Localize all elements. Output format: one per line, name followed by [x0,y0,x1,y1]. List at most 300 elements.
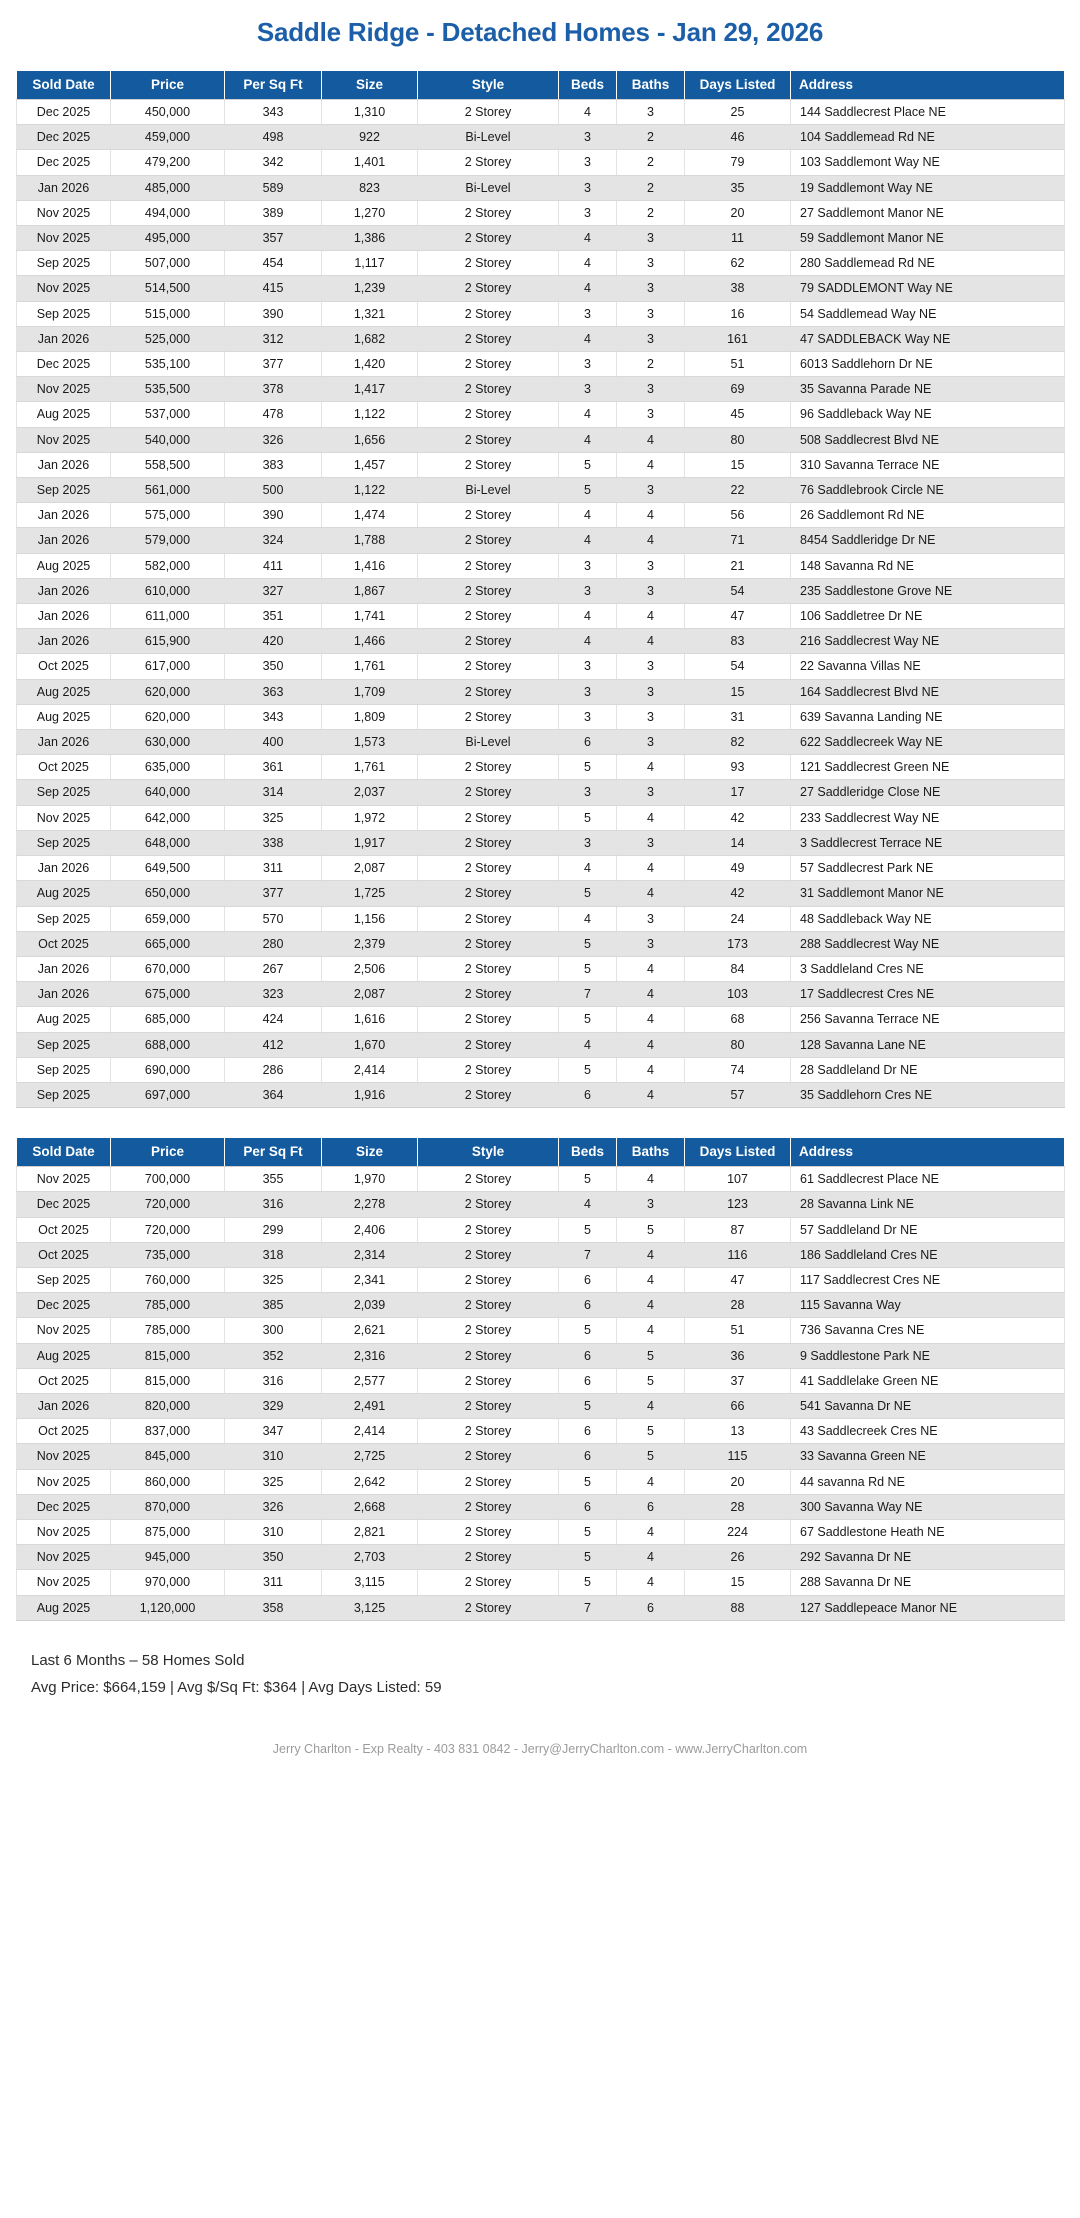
cell-days-listed: 21 [685,553,791,578]
cell-address: 17 Saddlecrest Cres NE [791,982,1065,1007]
cell-price: 690,000 [111,1057,225,1082]
cell-price: 537,000 [111,402,225,427]
cell-days-listed: 49 [685,856,791,881]
table-row [17,1318,1065,1343]
cell-beds: 3 [559,200,617,225]
cell-days-listed: 37 [685,1368,791,1393]
cell-address: 8454 Saddleridge Dr NE [791,528,1065,553]
cell-size: 1,457 [322,452,418,477]
cell-days-listed: 87 [685,1217,791,1242]
cell-style: 2 Storey [418,503,559,528]
cell-baths: 4 [617,629,685,654]
cell-address: 19 Saddlemont Way NE [791,175,1065,200]
cell-per-sq-ft: 325 [225,805,322,830]
cell-beds: 4 [559,1192,617,1217]
cell-baths: 5 [617,1368,685,1393]
cell-per-sq-ft: 589 [225,175,322,200]
cell-baths: 2 [617,150,685,175]
table-row [17,1393,1065,1418]
column-header-style[interactable]: Style [418,1138,559,1167]
cell-size: 3,125 [322,1595,418,1620]
cell-beds: 4 [559,1032,617,1057]
cell-sold-date: Aug 2025 [17,679,111,704]
cell-per-sq-ft: 389 [225,200,322,225]
cell-style: 2 Storey [418,856,559,881]
column-header-address[interactable]: Address [791,71,1065,100]
cell-baths: 3 [617,251,685,276]
cell-price: 615,900 [111,629,225,654]
cell-per-sq-ft: 358 [225,1595,322,1620]
cell-sold-date: Oct 2025 [17,1217,111,1242]
cell-price: 760,000 [111,1267,225,1292]
cell-beds: 6 [559,1267,617,1292]
cell-beds: 6 [559,1494,617,1519]
cell-price: 945,000 [111,1545,225,1570]
cell-sold-date: Jan 2026 [17,604,111,629]
cell-size: 2,725 [322,1444,418,1469]
cell-address: 6013 Saddlehorn Dr NE [791,352,1065,377]
cell-size: 1,466 [322,629,418,654]
cell-price: 870,000 [111,1494,225,1519]
cell-per-sq-ft: 350 [225,654,322,679]
cell-style: 2 Storey [418,402,559,427]
cell-size: 2,414 [322,1057,418,1082]
cell-style: Bi-Level [418,730,559,755]
cell-beds: 4 [559,604,617,629]
cell-size: 1,670 [322,1032,418,1057]
cell-per-sq-ft: 311 [225,1570,322,1595]
column-header-size[interactable]: Size [322,1138,418,1167]
cell-sold-date: Dec 2025 [17,1293,111,1318]
cell-address: 235 Saddlestone Grove NE [791,578,1065,603]
table-1-body [17,100,1065,1108]
cell-address: 67 Saddlestone Heath NE [791,1519,1065,1544]
cell-style: 2 Storey [418,1192,559,1217]
cell-price: 815,000 [111,1368,225,1393]
cell-per-sq-ft: 327 [225,578,322,603]
cell-address: 292 Savanna Dr NE [791,1545,1065,1570]
cell-size: 2,577 [322,1368,418,1393]
cell-style: 2 Storey [418,982,559,1007]
cell-address: 3 Saddlecrest Terrace NE [791,830,1065,855]
cell-sold-date: Jan 2026 [17,578,111,603]
cell-per-sq-ft: 412 [225,1032,322,1057]
cell-baths: 4 [617,1570,685,1595]
cell-size: 2,316 [322,1343,418,1368]
cell-days-listed: 88 [685,1595,791,1620]
cell-per-sq-ft: 310 [225,1519,322,1544]
cell-address: 27 Saddlemont Manor NE [791,200,1065,225]
cell-size: 922 [322,125,418,150]
cell-sold-date: Aug 2025 [17,1007,111,1032]
cell-address: 47 SADDLEBACK Way NE [791,326,1065,351]
cell-per-sq-ft: 325 [225,1469,322,1494]
cell-days-listed: 17 [685,780,791,805]
cell-style: 2 Storey [418,1393,559,1418]
table-row [17,553,1065,578]
cell-baths: 5 [617,1444,685,1469]
cell-sold-date: Dec 2025 [17,125,111,150]
table-row [17,578,1065,603]
cell-baths: 3 [617,553,685,578]
cell-price: 697,000 [111,1082,225,1107]
column-header-baths[interactable]: Baths [617,1138,685,1167]
cell-sold-date: Nov 2025 [17,1444,111,1469]
cell-baths: 4 [617,427,685,452]
cell-address: 3 Saddleland Cres NE [791,956,1065,981]
cell-address: 54 Saddlemead Way NE [791,301,1065,326]
cell-style: 2 Storey [418,452,559,477]
cell-size: 2,379 [322,931,418,956]
cell-size: 2,703 [322,1545,418,1570]
cell-price: 579,000 [111,528,225,553]
cell-sold-date: Nov 2025 [17,226,111,251]
table-row [17,830,1065,855]
table-row [17,931,1065,956]
cell-size: 1,709 [322,679,418,704]
cell-sold-date: Dec 2025 [17,1494,111,1519]
summary-averages: Avg Price: $664,159 | Avg $/Sq Ft: $364 | Avg Days Listed: 59 [31,1678,442,1696]
cell-address: 35 Saddlehorn Cres NE [791,1082,1065,1107]
cell-style: Bi-Level [418,175,559,200]
cell-days-listed: 80 [685,1032,791,1057]
cell-baths: 4 [617,604,685,629]
cell-baths: 4 [617,856,685,881]
cell-days-listed: 224 [685,1519,791,1544]
cell-sold-date: Sep 2025 [17,1267,111,1292]
cell-days-listed: 20 [685,1469,791,1494]
cell-beds: 3 [559,578,617,603]
cell-size: 1,310 [322,100,418,125]
table-row [17,503,1065,528]
cell-beds: 7 [559,1595,617,1620]
cell-per-sq-ft: 355 [225,1167,322,1192]
table-row [17,100,1065,125]
table-row [17,1444,1065,1469]
cell-baths: 5 [617,1217,685,1242]
cell-sold-date: Jan 2026 [17,175,111,200]
cell-sold-date: Oct 2025 [17,1419,111,1444]
cell-size: 2,037 [322,780,418,805]
cell-sold-date: Aug 2025 [17,881,111,906]
column-header-per-sq-ft[interactable]: Per Sq Ft [225,1138,322,1167]
cell-baths: 3 [617,1192,685,1217]
cell-beds: 6 [559,1082,617,1107]
cell-price: 642,000 [111,805,225,830]
table-row [17,1545,1065,1570]
table-row [17,1595,1065,1620]
cell-per-sq-ft: 342 [225,150,322,175]
cell-size: 1,972 [322,805,418,830]
cell-per-sq-ft: 377 [225,352,322,377]
cell-size: 1,725 [322,881,418,906]
cell-baths: 4 [617,1267,685,1292]
cell-style: 2 Storey [418,1570,559,1595]
cell-per-sq-ft: 424 [225,1007,322,1032]
cell-days-listed: 51 [685,1318,791,1343]
cell-days-listed: 83 [685,629,791,654]
page-title: Saddle Ridge - Detached Homes - Jan 29, 2026 [256,17,824,47]
cell-style: 2 Storey [418,1469,559,1494]
cell-style: 2 Storey [418,881,559,906]
table-row [17,956,1065,981]
cell-days-listed: 47 [685,1267,791,1292]
column-header-sold-date[interactable]: Sold Date [17,1138,111,1167]
cell-per-sq-ft: 323 [225,982,322,1007]
column-header-size[interactable]: Size [322,71,418,100]
cell-price: 659,000 [111,906,225,931]
cell-style: 2 Storey [418,553,559,578]
cell-beds: 3 [559,175,617,200]
column-header-per-sq-ft[interactable]: Per Sq Ft [225,71,322,100]
cell-address: 256 Savanna Terrace NE [791,1007,1065,1032]
cell-address: 541 Savanna Dr NE [791,1393,1065,1418]
cell-days-listed: 84 [685,956,791,981]
column-header-price[interactable]: Price [111,71,225,100]
table-row [17,679,1065,704]
table-row [17,427,1065,452]
cell-days-listed: 15 [685,452,791,477]
cell-baths: 3 [617,478,685,503]
cell-per-sq-ft: 310 [225,1444,322,1469]
cell-beds: 3 [559,352,617,377]
cell-baths: 3 [617,326,685,351]
cell-baths: 5 [617,1419,685,1444]
table-row [17,629,1065,654]
cell-baths: 6 [617,1595,685,1620]
cell-per-sq-ft: 383 [225,452,322,477]
cell-beds: 6 [559,1293,617,1318]
cell-baths: 3 [617,276,685,301]
cell-beds: 3 [559,301,617,326]
cell-baths: 4 [617,452,685,477]
cell-style: 2 Storey [418,528,559,553]
column-header-days-listed[interactable]: Days Listed [685,1138,791,1167]
sold-homes-table-1-wrapper [16,70,1064,1108]
cell-size: 2,341 [322,1267,418,1292]
cell-price: 535,500 [111,377,225,402]
cell-sold-date: Sep 2025 [17,780,111,805]
cell-price: 525,000 [111,326,225,351]
cell-baths: 2 [617,352,685,377]
cell-baths: 5 [617,1343,685,1368]
cell-beds: 5 [559,1570,617,1595]
cell-style: 2 Storey [418,1267,559,1292]
cell-sold-date: Sep 2025 [17,251,111,276]
column-header-beds[interactable]: Beds [559,71,617,100]
cell-size: 1,270 [322,200,418,225]
cell-days-listed: 82 [685,730,791,755]
cell-sold-date: Oct 2025 [17,654,111,679]
column-header-beds[interactable]: Beds [559,1138,617,1167]
cell-beds: 4 [559,276,617,301]
summary-block [16,1647,1064,1701]
cell-style: 2 Storey [418,1293,559,1318]
cell-style: 2 Storey [418,780,559,805]
cell-address: 280 Saddlemead Rd NE [791,251,1065,276]
cell-baths: 3 [617,704,685,729]
cell-sold-date: Nov 2025 [17,1570,111,1595]
cell-size: 1,386 [322,226,418,251]
cell-size: 1,122 [322,478,418,503]
column-header-price[interactable]: Price [111,1138,225,1167]
column-header-address[interactable]: Address [791,1138,1065,1167]
cell-address: 35 Savanna Parade NE [791,377,1065,402]
cell-sold-date: Dec 2025 [17,100,111,125]
cell-sold-date: Nov 2025 [17,1519,111,1544]
cell-beds: 5 [559,1318,617,1343]
cell-sold-date: Sep 2025 [17,301,111,326]
column-header-style[interactable]: Style [418,71,559,100]
cell-per-sq-ft: 411 [225,553,322,578]
cell-size: 2,491 [322,1393,418,1418]
cell-per-sq-ft: 378 [225,377,322,402]
cell-baths: 3 [617,226,685,251]
cell-address: 57 Saddleland Dr NE [791,1217,1065,1242]
cell-price: 617,000 [111,654,225,679]
cell-address: 43 Saddlecreek Cres NE [791,1419,1065,1444]
cell-size: 1,239 [322,276,418,301]
cell-days-listed: 46 [685,125,791,150]
cell-price: 670,000 [111,956,225,981]
cell-price: 485,000 [111,175,225,200]
cell-price: 845,000 [111,1444,225,1469]
cell-address: 508 Saddlecrest Blvd NE [791,427,1065,452]
cell-days-listed: 22 [685,478,791,503]
table-header-row [17,1138,1065,1167]
cell-style: 2 Storey [418,1419,559,1444]
cell-sold-date: Nov 2025 [17,200,111,225]
cell-price: 665,000 [111,931,225,956]
cell-style: 2 Storey [418,1545,559,1570]
cell-address: 288 Saddlecrest Way NE [791,931,1065,956]
cell-baths: 3 [617,377,685,402]
cell-days-listed: 14 [685,830,791,855]
table-row [17,402,1065,427]
table-row [17,780,1065,805]
cell-days-listed: 54 [685,578,791,603]
cell-sold-date: Nov 2025 [17,427,111,452]
cell-days-listed: 71 [685,528,791,553]
cell-style: 2 Storey [418,1444,559,1469]
cell-beds: 6 [559,730,617,755]
column-header-sold-date[interactable]: Sold Date [17,71,111,100]
summary-homes-sold: Last 6 Months – 58 Homes Sold [31,1651,245,1669]
cell-per-sq-ft: 351 [225,604,322,629]
table-row [17,1293,1065,1318]
cell-size: 1,416 [322,553,418,578]
cell-beds: 4 [559,528,617,553]
cell-baths: 4 [617,1007,685,1032]
cell-style: 2 Storey [418,326,559,351]
cell-days-listed: 123 [685,1192,791,1217]
cell-sold-date: Jan 2026 [17,982,111,1007]
cell-per-sq-ft: 338 [225,830,322,855]
cell-price: 640,000 [111,780,225,805]
cell-days-listed: 79 [685,150,791,175]
cell-address: 59 Saddlemont Manor NE [791,226,1065,251]
cell-beds: 5 [559,1217,617,1242]
cell-sold-date: Nov 2025 [17,276,111,301]
cell-per-sq-ft: 570 [225,906,322,931]
cell-days-listed: 16 [685,301,791,326]
cell-per-sq-ft: 324 [225,528,322,553]
cell-size: 1,682 [322,326,418,351]
cell-style: 2 Storey [418,1217,559,1242]
cell-style: Bi-Level [418,125,559,150]
cell-days-listed: 25 [685,100,791,125]
cell-style: 2 Storey [418,679,559,704]
cell-beds: 5 [559,478,617,503]
cell-days-listed: 47 [685,604,791,629]
cell-beds: 3 [559,654,617,679]
cell-style: 2 Storey [418,251,559,276]
table-row [17,1368,1065,1393]
cell-baths: 3 [617,578,685,603]
cell-per-sq-ft: 498 [225,125,322,150]
table-row [17,175,1065,200]
cell-sold-date: Nov 2025 [17,377,111,402]
cell-beds: 4 [559,226,617,251]
cell-beds: 7 [559,982,617,1007]
cell-sold-date: Dec 2025 [17,1192,111,1217]
cell-price: 649,500 [111,856,225,881]
table-row [17,1519,1065,1544]
cell-price: 558,500 [111,452,225,477]
cell-beds: 5 [559,452,617,477]
table-row [17,1419,1065,1444]
cell-sold-date: Jan 2026 [17,1393,111,1418]
cell-price: 875,000 [111,1519,225,1544]
cell-days-listed: 42 [685,881,791,906]
table-row [17,200,1065,225]
cell-per-sq-ft: 390 [225,503,322,528]
table-row [17,301,1065,326]
cell-sold-date: Sep 2025 [17,1032,111,1057]
cell-address: 164 Saddlecrest Blvd NE [791,679,1065,704]
cell-size: 1,156 [322,906,418,931]
cell-days-listed: 69 [685,377,791,402]
cell-address: 121 Saddlecrest Green NE [791,755,1065,780]
cell-style: 2 Storey [418,1595,559,1620]
cell-price: 611,000 [111,604,225,629]
cell-beds: 6 [559,1419,617,1444]
table-row [17,1167,1065,1192]
cell-per-sq-ft: 364 [225,1082,322,1107]
cell-size: 1,916 [322,1082,418,1107]
cell-size: 2,621 [322,1318,418,1343]
table-row [17,1032,1065,1057]
table-1-header [17,71,1065,100]
cell-sold-date: Aug 2025 [17,1595,111,1620]
column-header-baths[interactable]: Baths [617,71,685,100]
cell-sold-date: Nov 2025 [17,805,111,830]
cell-days-listed: 93 [685,755,791,780]
cell-address: 622 Saddlecreek Way NE [791,730,1065,755]
cell-baths: 4 [617,503,685,528]
cell-days-listed: 51 [685,352,791,377]
cell-per-sq-ft: 267 [225,956,322,981]
cell-style: 2 Storey [418,1368,559,1393]
table-row [17,755,1065,780]
cell-size: 1,401 [322,150,418,175]
cell-address: 144 Saddlecrest Place NE [791,100,1065,125]
cell-per-sq-ft: 325 [225,1267,322,1292]
cell-beds: 4 [559,906,617,931]
cell-address: 61 Saddlecrest Place NE [791,1167,1065,1192]
column-header-days-listed[interactable]: Days Listed [685,71,791,100]
cell-style: 2 Storey [418,1343,559,1368]
